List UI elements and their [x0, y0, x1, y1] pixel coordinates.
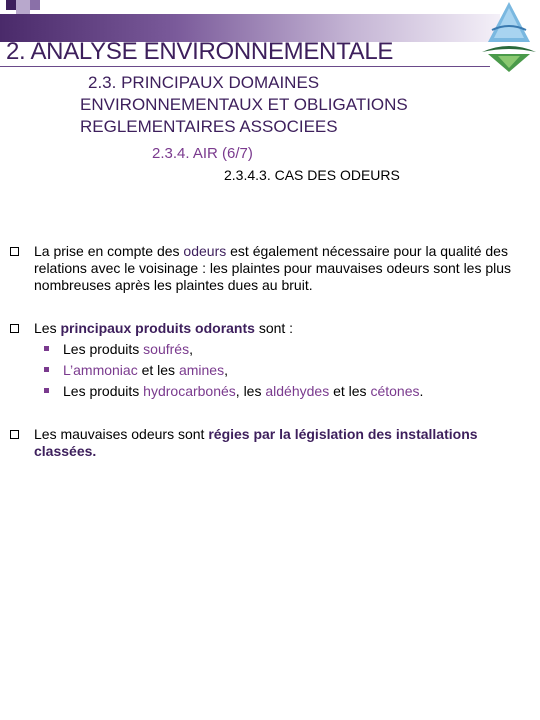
text: sont : [254, 320, 294, 336]
text: , [189, 341, 193, 357]
highlight: cétones [370, 383, 420, 399]
section-line-2: ENVIRONNEMENTAUX ET OBLIGATIONS [80, 95, 408, 114]
square-bullet-icon [44, 367, 49, 372]
decor-square-light [16, 0, 30, 14]
text: La prise en compte des [34, 243, 184, 259]
text: Les [34, 320, 61, 336]
square-bullet-icon [44, 388, 49, 393]
environment-logo-icon [478, 0, 540, 74]
page-title: 2. ANALYSE ENVIRONNEMENTALE [6, 38, 394, 65]
highlight: amines [178, 362, 225, 378]
highlight-legislation: régies par la législation des installations classées. [34, 426, 478, 459]
text: Les mauvaises odeurs sont [34, 426, 209, 442]
bullet-checkbox-3 [10, 430, 19, 439]
text: est également nécessaire pour la qualité des relations avec le voisinage : les plaintes pour mauvaises odeurs sont les plus nombreuses après les plaintes dues au bruit. [34, 243, 512, 293]
decor-square-dark [6, 0, 16, 10]
title-underline [0, 66, 490, 67]
sub-item-3 [44, 382, 423, 400]
text: et les [137, 362, 179, 378]
text: Les produits [63, 383, 144, 399]
highlight: L’ammoniac [63, 362, 138, 378]
text: , les [235, 383, 266, 399]
highlight-produits: principaux produits odorants [60, 320, 255, 336]
square-bullet-icon [44, 346, 49, 351]
subsection-heading: 2.3.4. AIR (6/7) [152, 145, 253, 162]
highlight-odeurs: odeurs [183, 243, 227, 259]
text: . [419, 383, 424, 399]
section-line-3: REGLEMENTAIRES ASSOCIEES [80, 117, 338, 136]
bullet-checkbox-2 [10, 324, 19, 333]
text: et les [329, 383, 371, 399]
highlight: soufrés [143, 341, 190, 357]
sub-item-2 [44, 361, 228, 379]
highlight: hydrocarbonés [143, 383, 236, 399]
subsubsection-heading: 2.3.4.3. CAS DES ODEURS [224, 167, 400, 183]
section-line-1: 2.3. PRINCIPAUX DOMAINES [88, 73, 320, 92]
bullet-paragraph-3 [34, 426, 524, 460]
decor-square-mid [30, 0, 40, 10]
section-heading [80, 72, 530, 138]
highlight: aldéhydes [265, 383, 330, 399]
bullet-checkbox-1 [10, 247, 19, 256]
bullet-paragraph-1 [34, 243, 524, 294]
text: , [224, 362, 228, 378]
bullet-paragraph-2 [34, 320, 524, 337]
sub-item-1 [44, 340, 193, 358]
text: Les produits [63, 341, 144, 357]
